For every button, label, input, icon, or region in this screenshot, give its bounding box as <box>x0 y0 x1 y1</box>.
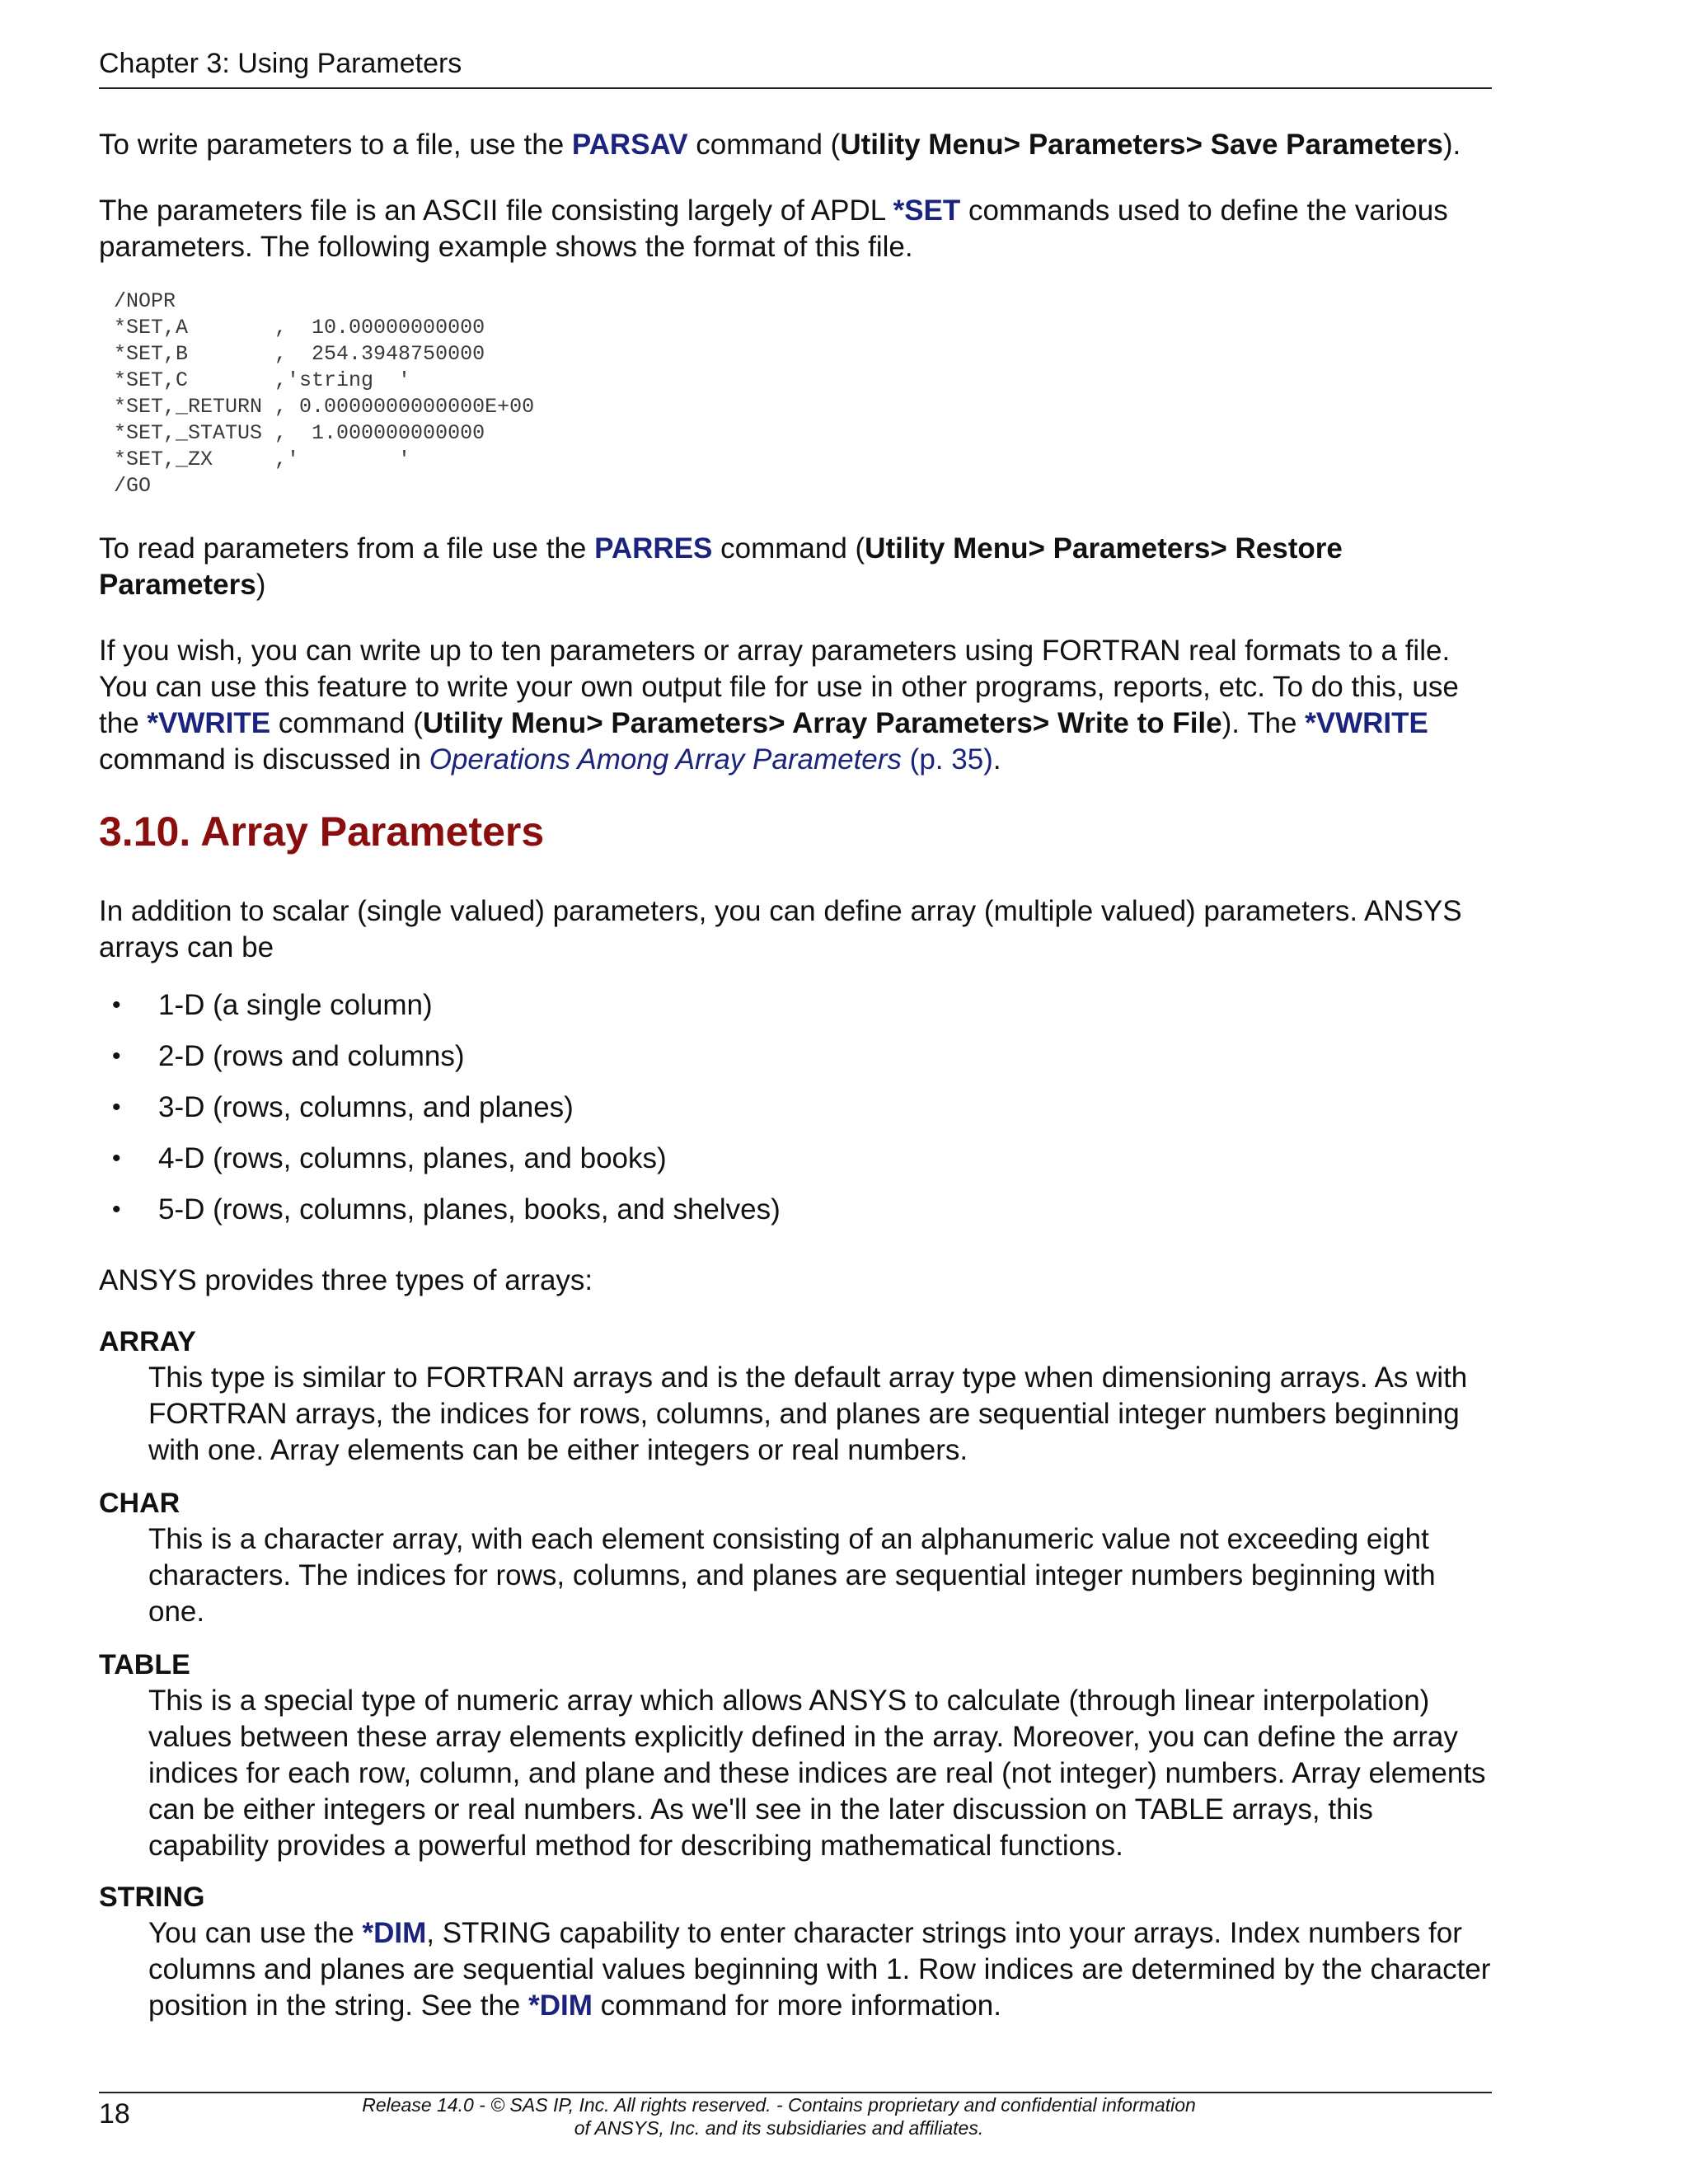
vwrite-text-2: command ( <box>270 707 423 739</box>
code-line: /NOPR <box>114 289 176 313</box>
dim-command-link-2[interactable]: *DIM <box>528 1990 593 2022</box>
copyright-line-2: of ANSYS, Inc. and its subsidiaries and affiliates. <box>574 2117 984 2139</box>
term-table: TABLE <box>99 1649 190 1680</box>
parres-paragraph <box>99 531 1492 603</box>
code-line: /GO <box>114 474 152 498</box>
definition-table: This is a special type of numeric array which allows ANSYS to calculate (through linear interpolation) values between these array elements explicitly defined in the array. Moreover, you can define the array indices for each row, column, and plane and these indices are real (not integer) numbers. Array elements can be either integers or real numbers. As we'll see in the later discussion on TABLE arrays, this capability provides a powerful method for describing mathematical functions. <box>148 1685 1486 1862</box>
dimension-list <box>99 987 1492 1243</box>
page-reference-link[interactable]: (p. 35) <box>901 743 993 776</box>
term-string: STRING <box>99 1882 205 1913</box>
definition-char: This is a character array, with each element consisting of an alphanumeric value not exceeding eight characters. The indices for rows, columns, and planes are sequential integer numbers beginning with one. <box>148 1523 1436 1628</box>
term-array: ARRAY <box>99 1326 196 1357</box>
parres-menu-path: Utility Menu> Parameters> Restore Parameters <box>99 532 1343 601</box>
term-char: CHAR <box>99 1488 181 1519</box>
string-text-3: command for more information. <box>592 1990 1001 2022</box>
header-divider <box>99 87 1492 89</box>
bullet-icon: • <box>112 1043 121 1070</box>
parres-text-3: ) <box>256 569 266 601</box>
chapter-header: Chapter 3: Using Parameters <box>99 48 462 79</box>
bullet-icon: • <box>112 1145 121 1172</box>
set-paragraph <box>99 193 1492 265</box>
parsav-text-1: To write parameters to a file, use the <box>99 129 572 161</box>
code-line: *SET,_STATUS , 1.000000000000 <box>114 421 485 445</box>
parres-text-2: command ( <box>712 532 865 565</box>
vwrite-text-3: ). The <box>1221 707 1306 739</box>
definition-string <box>148 1915 1492 2024</box>
page-number: 18 <box>99 2098 130 2130</box>
vwrite-command-link[interactable]: *VWRITE <box>147 707 271 739</box>
vwrite-text-5: . <box>992 743 1001 776</box>
dim-command-link[interactable]: *DIM <box>362 1917 427 1949</box>
vwrite-text-4: command is discussed in <box>99 743 429 776</box>
parsav-text-3: ). <box>1442 129 1461 161</box>
parsav-menu-path: Utility Menu> Parameters> Save Parameters <box>840 129 1443 161</box>
list-item: • 4-D (rows, columns, planes, and books) <box>99 1141 1492 1192</box>
parsav-command-link[interactable]: PARSAV <box>571 129 688 161</box>
code-line: *SET,A , 10.00000000000 <box>114 316 485 340</box>
code-line: *SET,C ,'string ' <box>114 368 411 392</box>
list-item: • 2-D (rows and columns) <box>99 1038 1492 1090</box>
bullet-icon: • <box>112 991 121 1019</box>
list-item: • 5-D (rows, columns, planes, books, and shelves) <box>99 1192 1492 1243</box>
copyright-footer <box>247 2093 1311 2139</box>
section-title: 3.10. Array Parameters <box>99 808 545 855</box>
code-line: *SET,_ZX ,' ' <box>114 448 411 471</box>
parameters-file-code-block <box>114 288 534 499</box>
operations-array-xref-link[interactable]: Operations Among Array Parameters <box>429 743 902 776</box>
intro-paragraph: In addition to scalar (single valued) parameters, you can define array (multiple valued) parameters. ANSYS arrays can be <box>99 895 1462 963</box>
document-page <box>99 0 1492 2184</box>
vwrite-command-link-2[interactable]: *VWRITE <box>1305 707 1428 739</box>
vwrite-text-1: If you wish, you can write up to ten parameters or array parameters using FORTRAN real formats to a file. You can use this feature to write your own output file for use in other programs, reports, etc. To do this, use the <box>99 635 1459 739</box>
definition-array: This type is similar to FORTRAN arrays and is the default array type when dimensioning arrays. As with FORTRAN arrays, the indices for rows, columns, and planes are sequential integer numbers beginning with one. Array elements can be either integers or real numbers. <box>148 1361 1468 1466</box>
parsav-paragraph <box>99 127 1492 163</box>
code-line: *SET,_RETURN , 0.0000000000000E+00 <box>114 395 535 419</box>
parres-command-link[interactable]: PARRES <box>594 532 713 565</box>
vwrite-menu-path: Utility Menu> Parameters> Array Parameters> Write to File <box>422 707 1222 739</box>
string-text-2: , STRING capability to enter character strings into your arrays. Index numbers for columns and planes are sequential values beginning with 1. Row indices are determined by the character position in the string. See the <box>148 1917 1491 2022</box>
copyright-line-1: Release 14.0 - © SAS IP, Inc. All rights reserved. - Contains proprietary and confidential information <box>362 2094 1196 2116</box>
set-text-1: The parameters file is an ASCII file consisting largely of APDL <box>99 194 893 227</box>
list-item: • 3-D (rows, columns, and planes) <box>99 1090 1492 1141</box>
bullet-icon: • <box>112 1196 121 1223</box>
set-text-2: commands used to define the various parameters. The following example shows the format of this file. <box>99 194 1448 263</box>
parsav-text-2: command ( <box>687 129 841 161</box>
array-types-paragraph: ANSYS provides three types of arrays: <box>99 1264 593 1296</box>
bullet-icon: • <box>112 1094 121 1121</box>
set-command-link[interactable]: *SET <box>893 194 961 227</box>
string-text-1: You can use the <box>148 1917 363 1949</box>
vwrite-paragraph <box>99 633 1492 778</box>
list-item: • 1-D (a single column) <box>99 987 1492 1038</box>
code-line: *SET,B , 254.3948750000 <box>114 342 485 366</box>
parres-text-1: To read parameters from a file use the <box>99 532 595 565</box>
